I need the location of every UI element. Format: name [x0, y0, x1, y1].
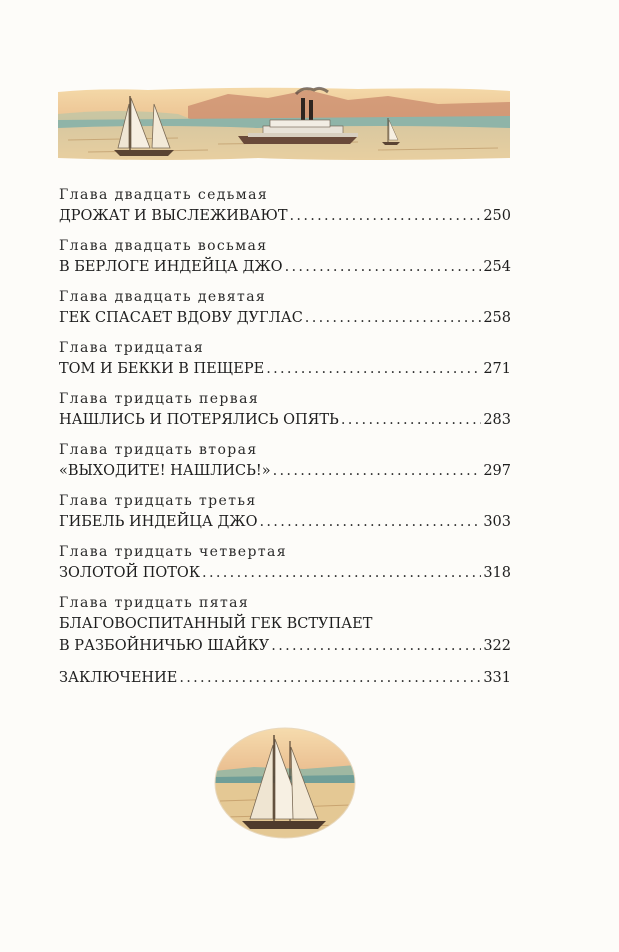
dot-leader: [202, 562, 481, 584]
chapter-title: БЛАГОВОСПИТАННЫЙ ГЕК ВСТУПАЕТ: [59, 616, 373, 632]
toc-line: [59, 460, 511, 482]
page-number: 303: [483, 514, 511, 530]
chapter-number: Глава тридцать третья: [59, 493, 257, 509]
chapter-title: НАШЛИСЬ И ПОТЕРЯЛИСЬ ОПЯТЬ: [59, 412, 339, 428]
dot-leader: [179, 667, 481, 689]
toc-entry[interactable]: [59, 594, 511, 657]
dot-leader: [285, 256, 482, 278]
toc-entry[interactable]: [59, 237, 511, 278]
page-number: 254: [483, 259, 511, 275]
chapter-number: Глава двадцать девятая: [59, 289, 267, 305]
chapter-title: «ВЫХОДИТЕ! НАШЛИСЬ!»: [59, 463, 271, 479]
toc-line: [59, 205, 511, 227]
chapter-title: ЗАКЛЮЧЕНИЕ: [59, 670, 178, 686]
chapter-title-continued: В РАЗБОЙНИЧЬЮ ШАЙКУ: [59, 638, 270, 654]
toc-line: [59, 562, 511, 584]
toc-entry[interactable]: [59, 186, 511, 227]
chapter-title: В БЕРЛОГЕ ИНДЕЙЦА ДЖО: [59, 259, 283, 275]
chapter-number: Глава тридцать пятая: [59, 595, 250, 611]
page-number: 331: [483, 670, 511, 686]
page-number: 258: [483, 310, 511, 326]
dot-leader: [259, 511, 481, 533]
toc-entry[interactable]: [59, 390, 511, 431]
chapter-number: Глава тридцать первая: [59, 391, 260, 407]
chapter-number: Глава тридцатая: [59, 340, 205, 356]
toc-line: [59, 307, 511, 329]
page-number: 283: [483, 412, 511, 428]
toc-entry[interactable]: [59, 441, 511, 482]
dot-leader: [290, 205, 482, 227]
toc-entry[interactable]: [59, 492, 511, 533]
chapter-title: ТОМ И БЕККИ В ПЕЩЕРЕ: [59, 361, 265, 377]
toc-entry[interactable]: [59, 339, 511, 380]
toc-entry[interactable]: [59, 667, 511, 689]
chapter-title: ГИБЕЛЬ ИНДЕЙЦА ДЖО: [59, 514, 258, 530]
page-number: 322: [483, 638, 511, 654]
toc-line: [59, 511, 511, 533]
dot-leader: [271, 635, 481, 657]
dot-leader: [305, 307, 482, 329]
toc-line: [59, 256, 511, 278]
toc-line-first: [59, 613, 511, 635]
toc-line: [59, 358, 511, 380]
toc-line: [59, 409, 511, 431]
table-of-contents: [59, 186, 511, 699]
dot-leader: [341, 409, 482, 431]
dot-leader: [273, 460, 482, 482]
chapter-number: Глава тридцать четвертая: [59, 544, 287, 560]
chapter-number: Глава двадцать восьмая: [59, 238, 268, 254]
page-number: 250: [483, 208, 511, 224]
chapter-number: Глава тридцать вторая: [59, 442, 258, 458]
page-number: 271: [483, 361, 511, 377]
sailboat-vignette-illustration: [214, 727, 356, 839]
chapter-title: ГЕК СПАСАЕТ ВДОВУ ДУГЛАС: [59, 310, 303, 326]
page-number: 297: [483, 463, 511, 479]
chapter-title: ЗОЛОТОЙ ПОТОК: [59, 565, 201, 581]
toc-entry[interactable]: [59, 543, 511, 584]
dot-leader: [266, 358, 481, 380]
chapter-title: ДРОЖАТ И ВЫСЛЕЖИВАЮТ: [59, 208, 288, 224]
toc-entry[interactable]: [59, 288, 511, 329]
river-steamboat-illustration: [58, 84, 510, 164]
toc-line: [59, 635, 511, 657]
toc-line: [59, 667, 511, 689]
chapter-number: Глава двадцать седьмая: [59, 187, 269, 203]
page-number: 318: [483, 565, 511, 581]
